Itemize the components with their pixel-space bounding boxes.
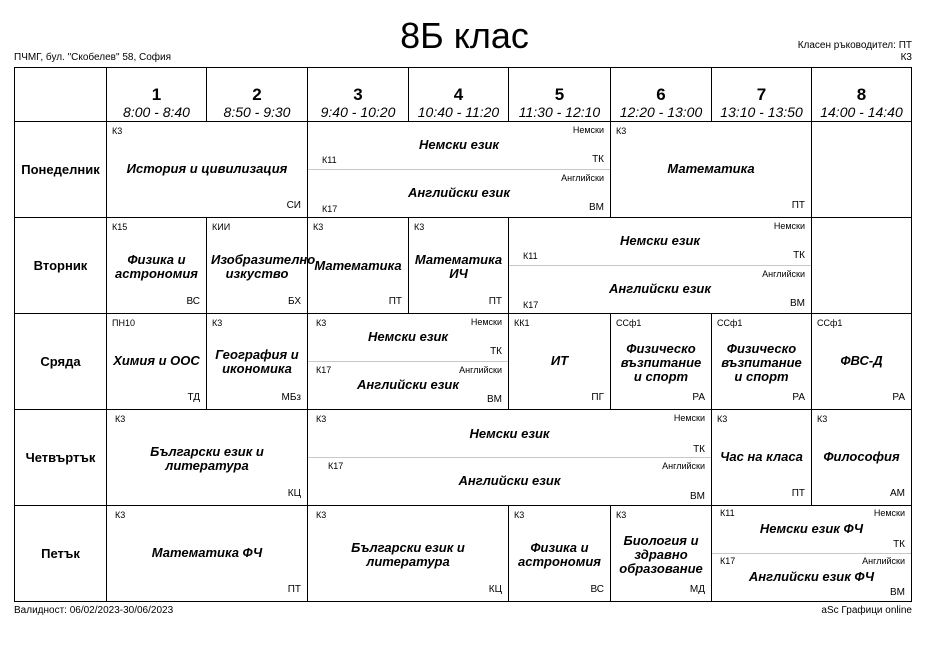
subject-label: Философия [823,449,900,464]
room-label: К3 [115,414,126,424]
teacher-label: АМ [890,488,905,499]
teacher-label: ВМ [690,491,705,502]
lesson-cell-split[interactable] [308,410,711,505]
lesson-cell-split[interactable] [308,122,610,217]
period-time: 9:40 - 10:20 [320,104,396,120]
group-label: Английски [459,365,502,375]
subject-label: ИТ [550,353,569,368]
period-time: 8:50 - 9:30 [223,104,291,120]
room-label: К3 [316,414,327,424]
teacher-label: СИ [286,200,301,211]
lesson-cell[interactable] [611,314,711,409]
teacher-label: ВМ [487,394,502,405]
timetable [14,67,912,602]
lesson-cell[interactable] [207,314,307,409]
teacher-label: ТК [893,539,905,550]
room-label: КК1 [514,318,530,328]
teacher-label: ВС [186,296,200,307]
day-label-tuesday: Вторник [33,258,88,273]
subject-label: Английски език [357,377,459,392]
subject-label: Английски език ФЧ [748,569,875,584]
room-label: К17 [523,300,539,310]
group-label: Немски [773,221,805,231]
group-label: Английски [561,173,604,183]
subject-label: Немски език ФЧ [759,521,864,536]
room-label: К3 [313,222,324,232]
period-7 [712,85,811,120]
lesson-cell[interactable] [812,314,911,409]
lesson-cell[interactable] [107,314,206,409]
period-number: 3 [353,85,363,104]
lesson-cell[interactable] [107,218,206,313]
room-label: К3 [616,510,627,520]
room-label: К3 [212,318,223,328]
school-address: ПЧМГ, бул. "Скобелев" 58, София [14,52,172,63]
period-number: 6 [656,85,666,104]
subject-label: Математика ИЧ [414,252,503,281]
period-number: 5 [554,85,565,104]
period-time: 13:10 - 13:50 [720,104,803,120]
group-label: Английски [862,556,905,566]
day-label-friday: Петък [41,546,80,561]
teacher-label: ПТ [287,584,301,595]
class-teacher: Класен ръководител: ПТ [797,40,912,51]
teacher-label: ПТ [488,296,502,307]
teacher-label: ВМ [890,587,905,598]
teacher-label: ВМ [589,202,604,213]
lesson-cell-split[interactable] [308,314,508,409]
subject-label: Физика и астрономия [115,252,198,281]
teacher-label: ВС [590,584,604,595]
room-label: К17 [316,365,332,375]
brand-text: aSc Графици online [821,605,912,616]
period-6 [611,85,711,120]
subject-label: Биология и здравно образование [619,533,703,576]
lesson-cell-split[interactable] [509,218,811,313]
teacher-label: ТК [693,444,705,455]
room-label: КИИ [212,222,231,232]
lesson-cell[interactable] [107,410,307,505]
group-label: Немски [572,125,604,135]
room-label: К3 [112,126,123,136]
period-8 [812,85,911,120]
teacher-label: ТК [793,250,805,261]
group-label: Английски [662,461,705,471]
teacher-label: ПТ [791,488,805,499]
teacher-label: ВМ [790,298,805,309]
room-label: К3 [817,414,828,424]
subject-label: Час на класа [720,449,803,464]
group-label: Английски [762,269,805,279]
period-time: 11:30 - 12:10 [518,104,601,120]
subject-label: Физика и астрономия [518,540,601,569]
room-label: К3 [115,510,126,520]
group-label: Немски [873,508,905,518]
room-label: К11 [523,251,538,261]
teacher-label: МБз [281,392,301,403]
day-label-wednesday: Сряда [40,354,81,369]
room-label: К17 [720,556,736,566]
room-label: К3 [316,510,327,520]
teacher-label: ПГ [591,392,604,403]
subject-label: Математика [314,258,402,273]
period-time: 8:00 - 8:40 [123,104,190,120]
subject-label: ФВС-Д [840,353,883,368]
period-time: 14:00 - 14:40 [820,104,903,120]
validity-text: Валидност: 06/02/2023-30/06/2023 [14,605,174,616]
teacher-label: КЦ [287,488,301,499]
lesson-cell[interactable] [509,314,610,409]
lesson-cell[interactable] [509,506,610,601]
room-label: К11 [720,508,735,518]
subject-label: Математика [667,161,755,176]
period-1 [107,85,206,120]
page-title: 8Б клас [400,15,529,56]
subject-label: Английски език [458,473,561,488]
group-label: Немски [470,317,502,327]
lesson-cell[interactable] [207,218,316,313]
lesson-cell[interactable] [308,218,408,313]
day-label-monday: Понеделник [21,162,100,177]
period-number: 2 [252,85,262,104]
home-room: К3 [900,52,912,63]
teacher-label: МД [689,584,705,595]
group-label: Немски [673,413,705,423]
teacher-label: БХ [287,296,301,307]
lesson-cell[interactable] [712,314,811,409]
period-number: 4 [453,85,464,104]
teacher-label: ТК [490,346,502,357]
lesson-cell[interactable] [107,122,307,217]
lesson-cell[interactable] [712,410,811,505]
period-number: 8 [856,85,867,104]
period-number: 1 [151,85,162,104]
subject-label: Немски език [469,426,550,441]
room-label: К3 [316,318,327,328]
period-5 [509,85,610,120]
period-2 [207,85,307,120]
room-label: ССф1 [616,318,642,328]
teacher-label: КЦ [488,584,502,595]
subject-label: Изобразително изкуство [211,252,316,281]
teacher-label: ПТ [791,200,805,211]
day-label-thursday: Четвъртък [25,450,96,465]
lesson-cell[interactable] [409,218,508,313]
subject-label: Физическо възпитание и спорт [620,341,702,384]
room-label: К3 [514,510,525,520]
room-label: К11 [322,155,337,165]
period-number: 7 [756,85,767,104]
room-label: К15 [112,222,128,232]
subject-label: Физическо възпитание и спорт [721,341,802,384]
period-4 [409,85,508,120]
lesson-cell[interactable] [611,122,811,217]
lesson-cell[interactable] [611,506,711,601]
subject-label: Математика ФЧ [151,545,263,560]
room-label: ССф1 [817,318,843,328]
teacher-label: ПТ [388,296,402,307]
subject-label: История и цивилизация [126,161,288,176]
teacher-label: РА [792,392,805,403]
period-time: 10:40 - 11:20 [417,104,500,120]
subject-label: Химия и ООС [113,353,200,368]
lesson-cell[interactable] [107,506,307,601]
subject-label: Английски език [408,185,510,200]
room-label: К17 [322,204,338,214]
teacher-label: ТД [187,392,200,403]
room-label: К3 [616,126,627,136]
subject-label: Български език и литература [150,444,264,473]
lesson-cell-split[interactable] [712,506,911,601]
room-label: ССф1 [717,318,743,328]
room-label: К17 [328,461,344,471]
subject-label: Български език и литература [351,540,465,569]
subject-label: Немски език [419,137,499,152]
subject-label: Немски език [620,233,700,248]
subject-label: Немски език [368,329,448,344]
period-time: 12:20 - 13:00 [619,104,703,120]
subject-label: Английски език [609,281,711,296]
teacher-label: ТК [592,154,604,165]
period-3 [308,85,408,120]
subject-label: География и икономика [215,347,299,376]
room-label: ПН10 [112,318,135,328]
room-label: К3 [717,414,728,424]
teacher-label: РА [892,392,905,403]
teacher-label: РА [692,392,705,403]
room-label: К3 [414,222,425,232]
lesson-cell[interactable] [308,506,508,601]
lesson-cell[interactable] [812,410,911,505]
